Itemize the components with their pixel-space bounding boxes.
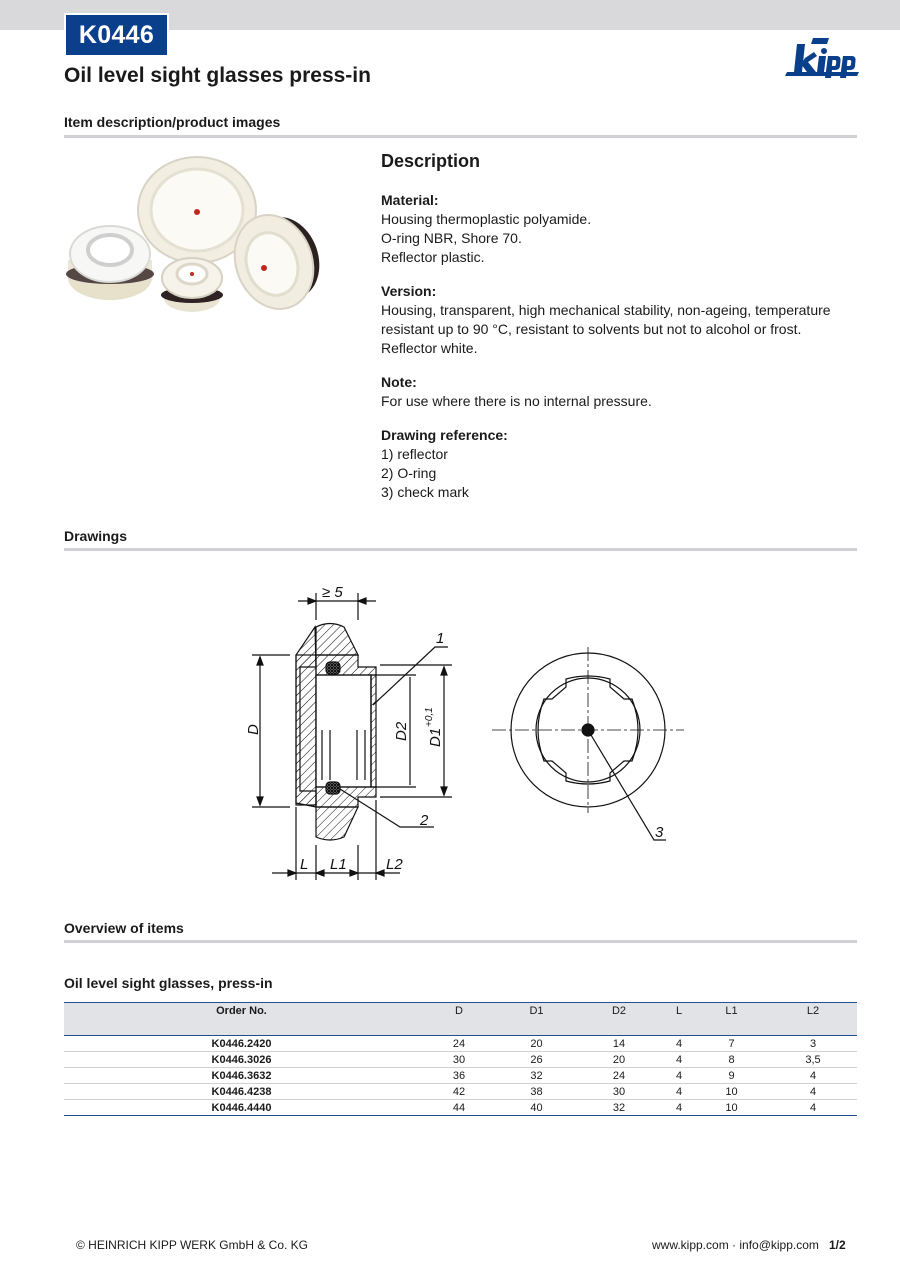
front-view [492,647,684,840]
table-cell: 4 [769,1084,857,1100]
drawing-reference-line: 1) reflector [381,446,448,462]
table-cell: 24 [574,1068,664,1084]
drawing-reference-line: 3) check mark [381,484,469,500]
table-cell: 4 [664,1036,694,1052]
table-cell: 30 [574,1084,664,1100]
table-cell: 32 [574,1100,664,1116]
section-divider [64,548,857,551]
version-block [381,282,861,358]
order-no-cell: K0446.2420 [64,1036,419,1052]
table-cell: 20 [574,1052,664,1068]
col-header-d1: D1 [499,1003,574,1036]
dim-l2: L2 [386,856,403,873]
table-cell: 24 [419,1036,499,1052]
page-title: Oil level sight glasses press-in [64,64,371,87]
table-row [64,1068,857,1084]
table-cell: 3,5 [769,1052,857,1068]
description-heading: Description [381,151,481,171]
table-cell: 4 [769,1100,857,1116]
material-label: Material: [381,192,439,208]
order-no-cell: K0446.3632 [64,1068,419,1084]
col-header-d2: D2 [574,1003,664,1036]
order-no-cell: K0446.4440 [64,1100,419,1116]
table-cell: 10 [694,1100,769,1116]
col-header-order-no: Order No. [64,1003,419,1036]
note-line: For use where there is no internal pressure. [381,393,652,409]
table-cell: 40 [499,1100,574,1116]
note-label: Note: [381,374,417,390]
table-row [64,1084,857,1100]
dim-l1: L1 [330,856,347,873]
product-image [64,150,324,320]
side-view [252,593,452,880]
material-block [381,191,861,267]
table-cell: 42 [419,1084,499,1100]
section-item-description: Item description/product images [64,114,281,130]
table-cell: 14 [574,1036,664,1052]
col-header-l: L [664,1003,694,1036]
drawing-reference-label: Drawing reference: [381,427,508,443]
table-cell: 32 [499,1068,574,1084]
section-overview: Overview of items [64,920,184,936]
col-header-d: D [419,1003,499,1036]
technical-drawing [230,575,700,885]
footer-copyright: © HEINRICH KIPP WERK GmbH & Co. KG [76,1238,308,1252]
table-cell: 4 [664,1052,694,1068]
items-table [64,1002,857,1116]
table-cell: 9 [694,1068,769,1084]
order-no-cell: K0446.4238 [64,1084,419,1100]
table-cell: 4 [664,1068,694,1084]
table-cell: 38 [499,1084,574,1100]
dim-d1: D1 [427,727,444,747]
dim-d2: D2 [393,721,410,741]
col-header-l2: L2 [769,1003,857,1036]
ref-2: 2 [420,812,429,829]
section-drawings: Drawings [64,528,128,544]
table-row [64,1100,857,1116]
table-cell: 44 [419,1100,499,1116]
drawing-reference-block [381,426,861,502]
ref-1: 1 [436,630,445,647]
dim-l: L [300,856,309,873]
version-line: Reflector white. [381,340,478,356]
dim-d1-tolerance: +0,1 [424,707,435,727]
order-no-cell: K0446.3026 [64,1052,419,1068]
kipp-logo [783,38,859,92]
table-header-row [64,1003,857,1036]
material-line: Reflector plastic. [381,249,485,265]
dim-min-5: ≥ 5 [322,584,343,601]
product-code-badge: K0446 [64,13,169,57]
table-cell: 3 [769,1036,857,1052]
col-header-l1: L1 [694,1003,769,1036]
ref-3: 3 [655,824,664,841]
dim-d: D [245,724,262,735]
footer-page-number: 1/2 [829,1238,846,1252]
table-cell: 26 [499,1052,574,1068]
table-cell: 7 [694,1036,769,1052]
table-cell: 10 [694,1084,769,1100]
table-cell: 36 [419,1068,499,1084]
table-cell: 4 [769,1068,857,1084]
section-divider [64,940,857,943]
table-cell: 30 [419,1052,499,1068]
note-block [381,373,861,411]
version-line: Housing, transparent, high mechanical stability, non-ageing, temperature resistant up to 90 °C, resistant to solvents but not to alcohol or frost. [381,302,831,337]
table-cell: 4 [664,1084,694,1100]
drawing-reference-line: 2) O-ring [381,465,437,481]
section-divider [64,135,857,138]
material-line: Housing thermoplastic polyamide. [381,211,592,227]
version-label: Version: [381,283,437,299]
description-panel [381,152,861,517]
table-row [64,1036,857,1052]
material-line: O-ring NBR, Shore 70. [381,230,522,246]
table-cell: 4 [664,1100,694,1116]
table-title: Oil level sight glasses, press-in [64,975,273,991]
table-row [64,1052,857,1068]
footer-contact[interactable]: www.kipp.com · info@kipp.com [652,1238,819,1252]
table-cell: 8 [694,1052,769,1068]
table-cell: 20 [499,1036,574,1052]
